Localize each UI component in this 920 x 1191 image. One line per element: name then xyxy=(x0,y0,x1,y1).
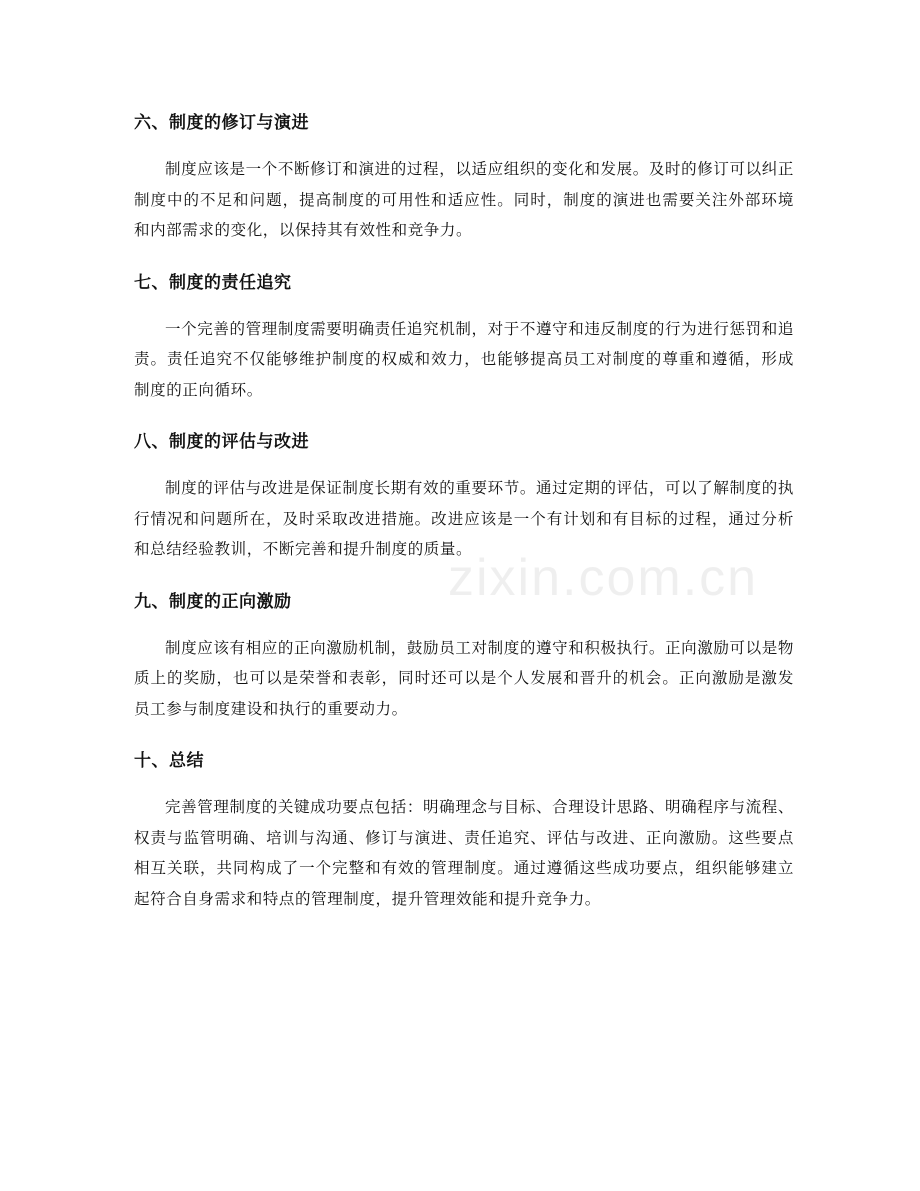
section-summary xyxy=(134,744,794,914)
watermark: zixin.com.cn xyxy=(448,549,759,607)
section-heading: 九、制度的正向激励 xyxy=(134,591,292,612)
section-evaluation xyxy=(134,425,794,565)
section-paragraph: 制度的评估与改进是保证制度长期有效的重要环节。通过定期的评估，可以了解制度的执行情况和问题所在，及时采取改进措施。改进应该是一个有计划和有目标的过程，通过分析和总结经验教训，不断完善和提升制度的质量。 xyxy=(134,479,794,558)
section-paragraph: 制度应该有相应的正向激励机制，鼓励员工对制度的遵守和积极执行。正向激励可以是物质上的奖励，也可以是荣誉和表彰，同时还可以是个人发展和晋升的机会。正向激励是激发员工参与制度建设和执行的重要动力。 xyxy=(134,638,794,718)
section-paragraph: 完善管理制度的关键成功要点包括：明确理念与目标、合理设计思路、明确程序与流程、权责与监管明确、培训与沟通、修订与演进、责任追究、评估与改进、正向激励。这些要点相互关联，共同构成了一个完整和有效的管理制度。通过遵循这些成功要点，组织能够建立起符合自身需求和特点的管理制度，提升管理效能和提升竞争力。 xyxy=(134,798,794,908)
section-paragraph: 一个完善的管理制度需要明确责任追究机制，对于不遵守和违反制度的行为进行惩罚和追责。责任追究不仅能够维护制度的权威和效力，也能够提高员工对制度的尊重和遵循，形成制度的正向循环。 xyxy=(134,319,794,399)
section-revision xyxy=(134,106,794,246)
section-paragraph: 制度应该是一个不断修订和演进的过程，以适应组织的变化和发展。及时的修订可以纠正制度中的不足和问题，提高制度的可用性和适应性。同时，制度的演进也需要关注外部环境和内部需求的变化，以保持其有效性和竞争力。 xyxy=(134,160,794,239)
document-page xyxy=(134,106,794,934)
section-heading: 十、总结 xyxy=(134,751,204,771)
section-accountability xyxy=(134,266,794,406)
section-heading: 七、制度的责任追究 xyxy=(134,272,292,293)
section-incentive xyxy=(134,585,794,725)
section-heading: 六、制度的修订与演进 xyxy=(134,113,309,133)
section-heading: 八、制度的评估与改进 xyxy=(134,432,309,452)
